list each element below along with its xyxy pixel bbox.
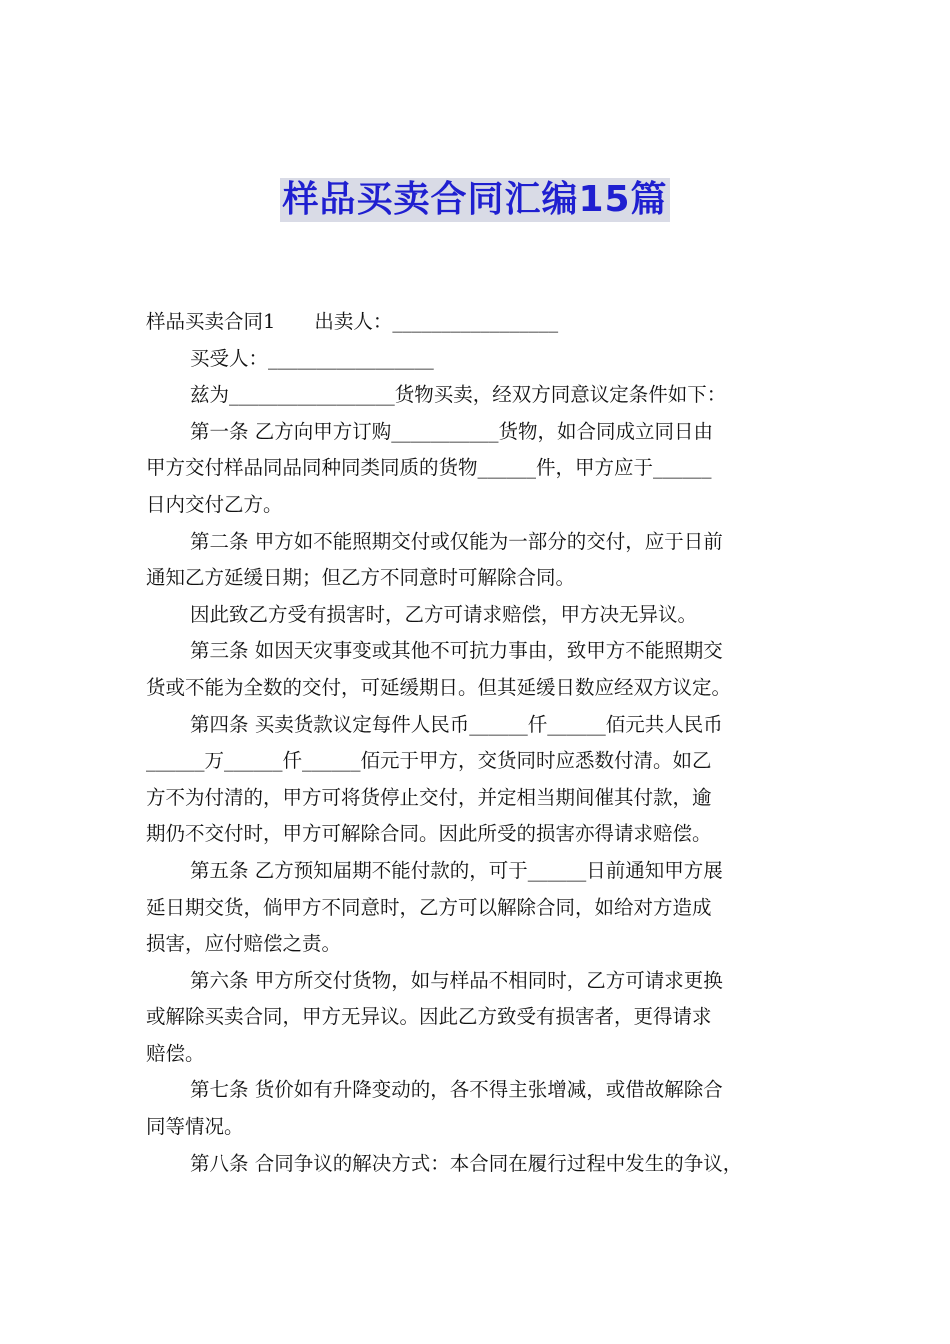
paragraph-line: 因此致乙方受有损害时，乙方可请求赔偿，甲方决无异议。 — [190, 602, 698, 626]
paragraph-line: 损害，应付赔偿之责。 — [146, 932, 342, 956]
paragraph — [146, 304, 808, 341]
paragraph-line: 兹为_________________货物买卖，经双方同意议定条件如下： — [190, 383, 727, 407]
paragraph-line: 或解除买卖合同，甲方无异议。因此乙方致受有损害者，更得请求 — [146, 1005, 712, 1029]
paragraph-line: 第七条 货价如有升降变动的，各不得主张增减，或借故解除合 — [190, 1078, 723, 1102]
paragraph-line: 样品买卖合同1 出卖人：_________________ — [146, 310, 559, 333]
paragraph — [146, 963, 808, 1073]
paragraph — [146, 341, 808, 378]
paragraph — [146, 1146, 808, 1183]
paragraph-line: 甲方交付样品同品同种同类同质的货物______件，甲方应于______ — [146, 456, 712, 480]
paragraph — [146, 633, 808, 706]
title-container — [0, 178, 950, 222]
paragraph — [146, 377, 808, 414]
paragraph-line: 第八条 合同争议的解决方式：本合同在履行过程中发生的争议， — [190, 1151, 743, 1175]
paragraph — [146, 1072, 808, 1145]
paragraph-line: 第六条 甲方所交付货物，如与样品不相同时，乙方可请求更换 — [190, 968, 723, 992]
paragraph-line: 第二条 甲方如不能照期交付或仅能为一部分的交付，应于日前 — [190, 529, 723, 553]
paragraph-line: 方不为付清的，甲方可将货停止交付，并定相当期间催其付款，逾 — [146, 785, 712, 809]
paragraph-line: 买受人：_________________ — [190, 346, 434, 370]
paragraph — [146, 707, 808, 853]
paragraph-line: 赔偿。 — [146, 1041, 205, 1065]
paragraph — [146, 414, 808, 524]
document-title: 样品买卖合同汇编15篇 — [282, 179, 668, 220]
paragraph-line: ______万______仟______佰元于甲方，交货同时应悉数付清。如乙 — [146, 749, 712, 773]
paragraph-line: 第五条 乙方预知届期不能付款的，可于______日前通知甲方展 — [190, 858, 723, 882]
paragraph-line: 同等情况。 — [146, 1115, 244, 1139]
paragraph-line: 货或不能为全数的交付，可延缓期日。但其延缓日数应经双方议定。 — [146, 675, 732, 699]
paragraph-line: 通知乙方延缓日期；但乙方不同意时可解除合同。 — [146, 566, 576, 590]
paragraph — [146, 524, 808, 597]
paragraph-line: 延日期交货，倘甲方不同意时，乙方可以解除合同，如给对方造成 — [146, 895, 712, 919]
paragraph-line: 日内交付乙方。 — [146, 492, 283, 516]
document-body — [146, 304, 808, 1182]
paragraph — [146, 597, 808, 634]
paragraph-line: 第四条 买卖货款议定每件人民币______仟______佰元共人民币 — [190, 712, 723, 736]
paragraph-line: 第一条 乙方向甲方订购___________货物，如合同成立同日由 — [190, 419, 713, 443]
paragraph-line: 第三条 如因天灾事变或其他不可抗力事由，致甲方不能照期交 — [190, 639, 723, 663]
paragraph — [146, 853, 808, 963]
paragraph-line: 期仍不交付时，甲方可解除合同。因此所受的损害亦得请求赔偿。 — [146, 822, 712, 846]
